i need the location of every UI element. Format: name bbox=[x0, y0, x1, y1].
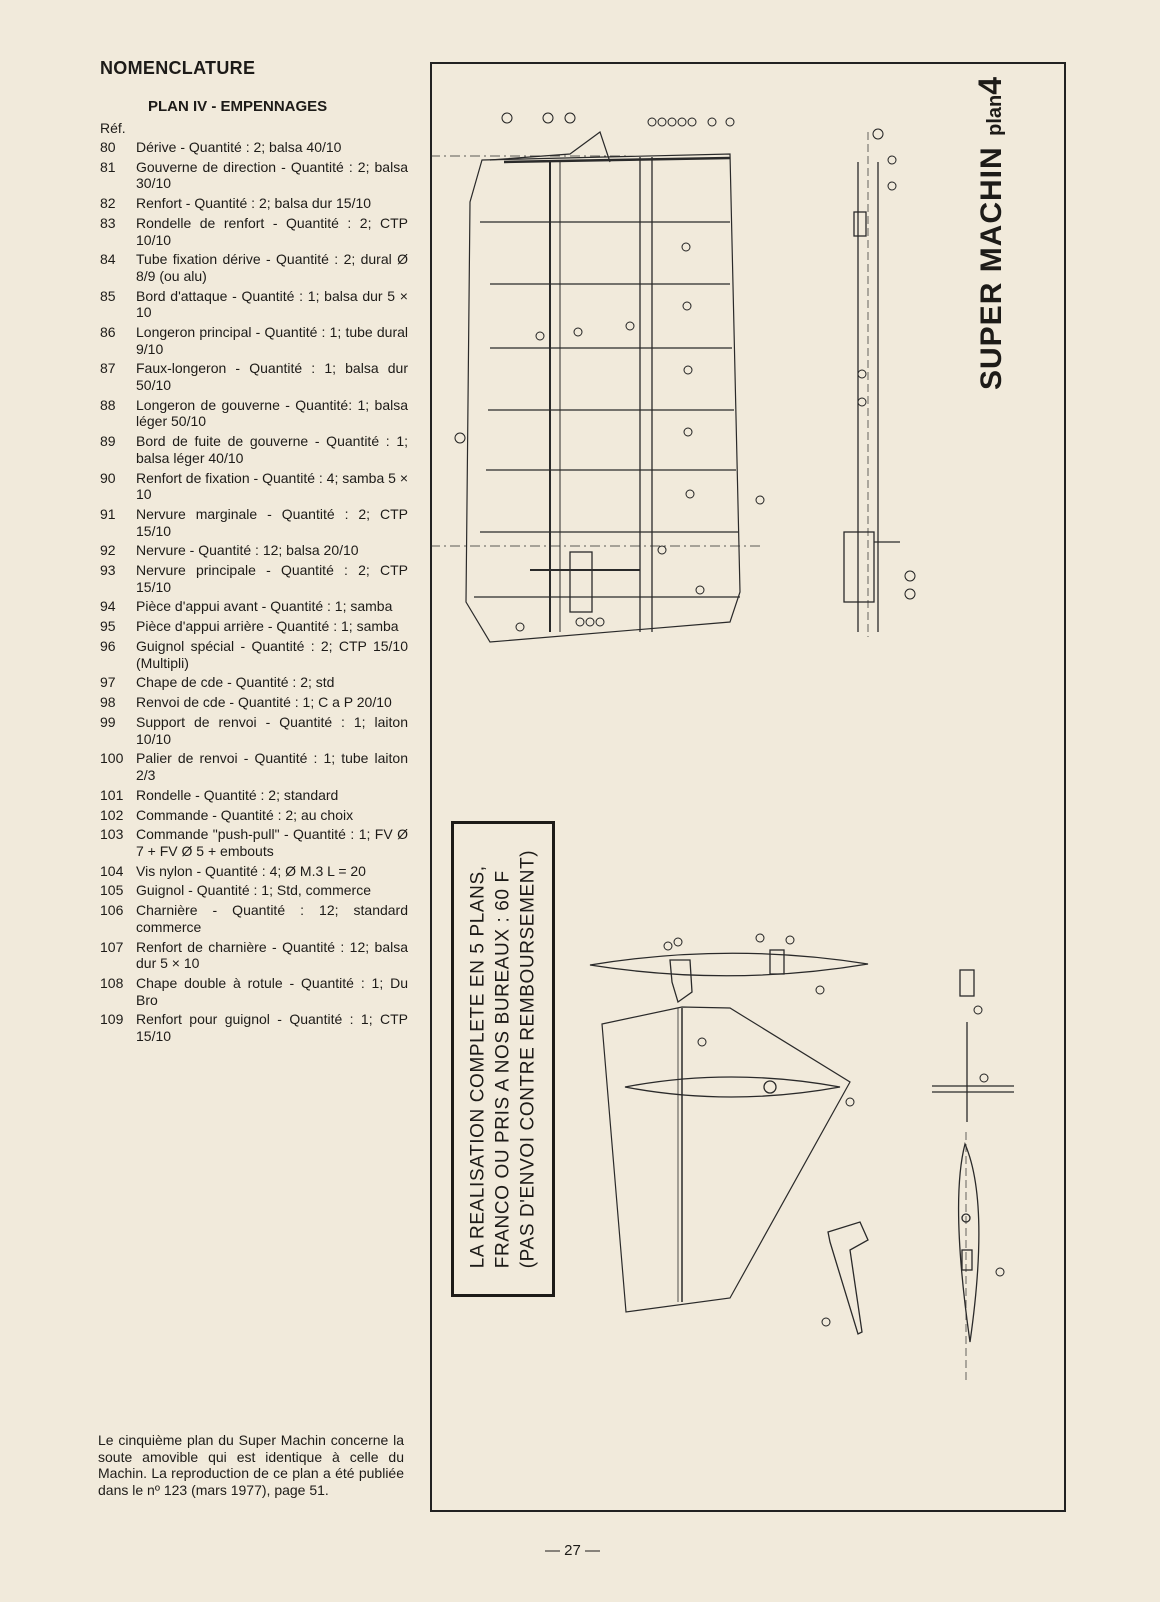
part-row bbox=[96, 562, 408, 595]
part-ref-number: 109 bbox=[100, 1011, 124, 1028]
part-row bbox=[96, 360, 408, 393]
part-description: Tube fixation dérive - Quantité : 2; dural Ø 8/9 (ou alu) bbox=[136, 251, 408, 284]
part-ref-number: 81 bbox=[100, 158, 116, 175]
part-row bbox=[96, 939, 408, 972]
plan-title-number: 4 bbox=[972, 76, 1008, 95]
part-description: Charnière - Quantité : 12; standard commerce bbox=[136, 902, 408, 935]
part-description: Renfort de fixation - Quantité : 4; samba 5 × 10 bbox=[136, 469, 408, 503]
fin-front-view bbox=[844, 132, 900, 637]
part-ref-number: 88 bbox=[100, 396, 116, 413]
part-row bbox=[96, 1011, 408, 1044]
part-ref-number: 96 bbox=[100, 638, 116, 655]
offer-text bbox=[466, 850, 541, 1268]
part-description: Palier de renvoi - Quantité : 1; tube laiton 2/3 bbox=[136, 750, 408, 783]
part-description: Chape double à rotule - Quantité : 1; Du Bro bbox=[136, 974, 408, 1008]
page-number: — 27 — bbox=[545, 1542, 601, 1559]
nomenclature-title: NOMENCLATURE bbox=[100, 58, 256, 78]
part-row bbox=[96, 807, 408, 824]
part-row bbox=[96, 750, 408, 783]
part-row bbox=[96, 397, 408, 430]
ref-column-label: Réf. bbox=[100, 120, 126, 136]
guignol-part bbox=[828, 1222, 868, 1334]
part-ref-number: 103 bbox=[100, 826, 124, 843]
part-ref-number: 80 bbox=[100, 139, 116, 155]
part-row bbox=[96, 324, 408, 357]
part-description: Chape de cde - Quantité : 2; std bbox=[136, 674, 335, 691]
part-row bbox=[96, 882, 408, 899]
part-description: Bord d'attaque - Quantité : 1; balsa dur 5 × 10 bbox=[136, 287, 408, 321]
part-row bbox=[96, 863, 408, 880]
plan-title-name: SUPER MACHIN bbox=[975, 146, 1008, 390]
part-description: Renfort pour guignol - Quantité : 1; CTP 15/10 bbox=[136, 1011, 408, 1044]
part-row bbox=[96, 251, 408, 284]
offer-line: FRANCO OU PRIS A NOS BUREAUX : 60 F bbox=[492, 870, 514, 1269]
part-description: Gouverne de direction - Quantité : 2; balsa 30/10 bbox=[136, 158, 408, 192]
part-description: Support de renvoi - Quantité : 1; laiton 10/10 bbox=[136, 713, 408, 747]
part-ref-number: 98 bbox=[100, 694, 116, 711]
parts-list bbox=[96, 139, 408, 1048]
part-row bbox=[96, 714, 408, 747]
part-description: Pièce d'appui arrière - Quantité : 1; samba bbox=[136, 618, 399, 635]
part-ref-number: 83 bbox=[100, 214, 116, 231]
part-description: Dérive - Quantité : 2; balsa 40/10 bbox=[136, 139, 342, 155]
part-ref-number: 106 bbox=[100, 902, 124, 919]
part-description: Renfort de charnière - Quantité : 12; balsa dur 5 × 10 bbox=[136, 938, 408, 972]
fin-side-view bbox=[430, 132, 760, 642]
part-description: Guignol spécial - Quantité : 2; CTP 15/10 (Multipli) bbox=[136, 638, 408, 671]
part-description: Rondelle - Quantité : 2; standard bbox=[136, 786, 339, 803]
part-row bbox=[96, 694, 408, 711]
part-row bbox=[96, 195, 408, 212]
part-row bbox=[96, 787, 408, 804]
part-ref-number: 91 bbox=[100, 505, 116, 522]
part-description: Bord de fuite de gouverne - Quantité : 1; balsa léger 40/10 bbox=[136, 433, 408, 466]
part-ref-number: 95 bbox=[100, 618, 116, 635]
plan-title-word: plan bbox=[984, 94, 1006, 136]
part-row bbox=[96, 139, 408, 156]
part-description: Nervure - Quantité : 12; balsa 20/10 bbox=[136, 542, 359, 559]
part-description: Guignol - Quantité : 1; Std, commerce bbox=[136, 882, 371, 899]
part-ref-number: 93 bbox=[100, 562, 116, 579]
note-paragraph: Le cinquième plan du Super Machin concerne la soute amovible qui est identique à celle du Machin. La reproduction de ce plan a été publiée dans le nº 123 (mars 1977), page 51. bbox=[98, 1432, 404, 1498]
part-ref-number: 101 bbox=[100, 786, 124, 803]
part-row bbox=[96, 975, 408, 1008]
part-ref-number: 94 bbox=[100, 598, 116, 615]
part-description: Pièce d'appui avant - Quantité : 1; samba bbox=[136, 598, 393, 615]
part-ref-number: 89 bbox=[100, 433, 116, 450]
part-row bbox=[96, 902, 408, 935]
part-ref-number: 97 bbox=[100, 674, 116, 691]
part-row bbox=[96, 288, 408, 321]
part-row bbox=[96, 674, 408, 691]
part-ref-number: 104 bbox=[100, 862, 124, 879]
part-ref-number: 84 bbox=[100, 251, 116, 268]
part-description: Renfort - Quantité : 2; balsa dur 15/10 bbox=[136, 195, 372, 212]
part-ref-number: 100 bbox=[100, 750, 124, 767]
part-ref-number: 108 bbox=[100, 974, 124, 991]
part-description: Commande - Quantité : 2; au choix bbox=[136, 806, 354, 823]
part-description: Longeron de gouverne - Quantité: 1; balsa léger 50/10 bbox=[136, 396, 408, 430]
part-row bbox=[96, 506, 408, 539]
stabilizer-plan-view bbox=[590, 950, 868, 1312]
part-description: Commande "push-pull" - Quantité : 1; FV Ø 7 + FV Ø 5 + embouts bbox=[136, 826, 408, 859]
part-row bbox=[96, 433, 408, 466]
plan-subtitle: PLAN IV - EMPENNAGES bbox=[148, 98, 328, 115]
part-ref-number: 87 bbox=[100, 360, 116, 377]
tube-section bbox=[932, 970, 1014, 1382]
part-row bbox=[96, 215, 408, 248]
offer-box bbox=[451, 821, 555, 1297]
part-ref-number: 102 bbox=[100, 806, 124, 823]
part-row bbox=[96, 542, 408, 559]
part-ref-number: 92 bbox=[100, 542, 116, 559]
part-row bbox=[96, 470, 408, 503]
part-row bbox=[96, 159, 408, 192]
part-description: Vis nylon - Quantité : 4; Ø M.3 L = 20 bbox=[136, 862, 366, 879]
offer-line: (PAS D'ENVOI CONTRE REMBOURSEMENT) bbox=[517, 849, 539, 1269]
part-row bbox=[96, 638, 408, 671]
part-description: Nervure principale - Quantité : 2; CTP 15/10 bbox=[136, 562, 408, 595]
part-description: Renvoi de cde - Quantité : 1; C a P 20/10 bbox=[136, 694, 392, 711]
part-ref-number: 99 bbox=[100, 713, 116, 730]
part-description: Rondelle de renfort - Quantité : 2; CTP 10/10 bbox=[136, 214, 408, 248]
part-ref-number: 107 bbox=[100, 938, 124, 955]
part-ref-number: 82 bbox=[100, 195, 116, 212]
part-ref-number: 86 bbox=[100, 324, 116, 341]
part-description: Longeron principal - Quantité : 1; tube dural 9/10 bbox=[136, 324, 408, 357]
offer-line: LA REALISATION COMPLETE EN 5 PLANS, bbox=[467, 865, 489, 1269]
part-row bbox=[96, 826, 408, 859]
part-ref-number: 105 bbox=[100, 882, 124, 899]
part-row bbox=[96, 598, 408, 615]
part-ref-number: 90 bbox=[100, 469, 116, 486]
part-row bbox=[96, 618, 408, 635]
part-ref-number: 85 bbox=[100, 287, 116, 304]
part-description: Nervure marginale - Quantité : 2; CTP 15/10 bbox=[136, 505, 408, 539]
part-description: Faux-longeron - Quantité : 1; balsa dur 50/10 bbox=[136, 360, 408, 394]
